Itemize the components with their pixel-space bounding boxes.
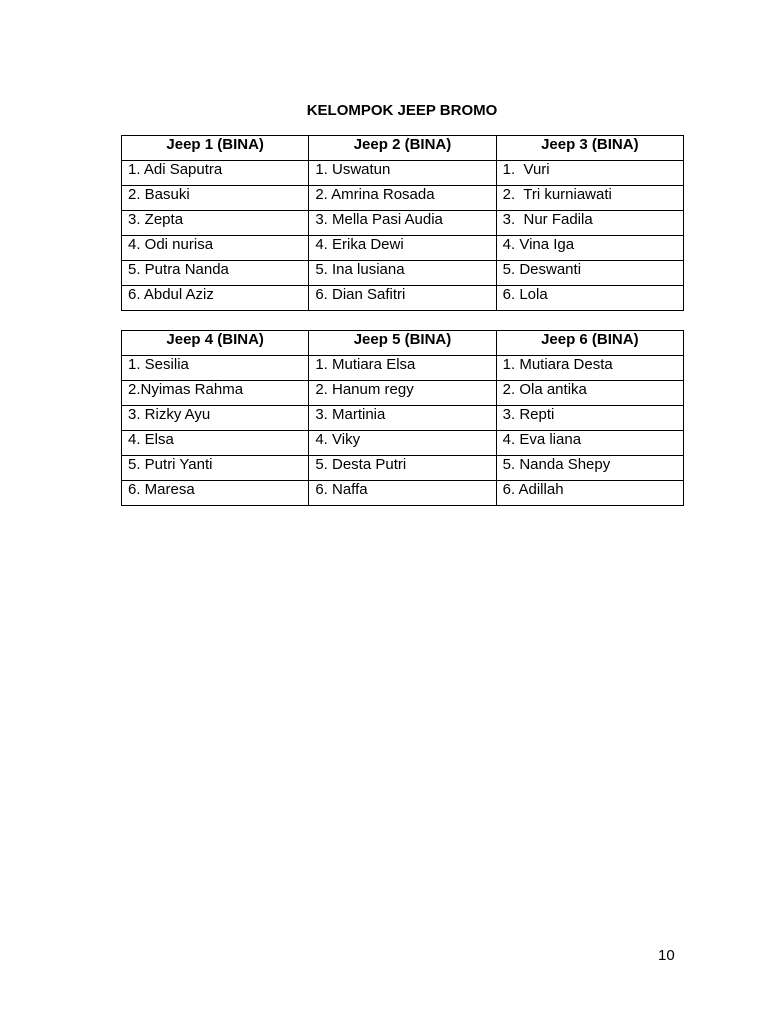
member-cell: 5. Nanda Shepy (496, 456, 683, 481)
member-cell: 5. Desta Putri (309, 456, 496, 481)
member-cell: 2. Amrina Rosada (309, 186, 496, 211)
column-header-jeep-2: Jeep 2 (BINA) (309, 136, 496, 161)
column-header-jeep-1: Jeep 1 (BINA) (122, 136, 309, 161)
table-row (122, 456, 684, 481)
member-cell: 6. Lola (496, 286, 683, 311)
table-row (122, 406, 684, 431)
member-cell: 1. Mutiara Elsa (309, 356, 496, 381)
member-cell: 1. Sesilia (122, 356, 309, 381)
member-cell: 4. Vina Iga (496, 236, 683, 261)
member-cell: 4. Viky (309, 431, 496, 456)
table-row (122, 186, 684, 211)
table-header-row (122, 136, 684, 161)
table-row (122, 431, 684, 456)
jeep-group-table-2 (121, 330, 684, 506)
member-cell: 6. Maresa (122, 481, 309, 506)
table-row (122, 356, 684, 381)
table-row (122, 286, 684, 311)
table-row (122, 236, 684, 261)
member-cell: 2. Basuki (122, 186, 309, 211)
member-cell: 4. Eva liana (496, 431, 683, 456)
member-cell: 4. Elsa (122, 431, 309, 456)
table-row (122, 381, 684, 406)
column-header-jeep-5: Jeep 5 (BINA) (309, 331, 496, 356)
table-row (122, 481, 684, 506)
member-cell: 6. Dian Safitri (309, 286, 496, 311)
member-cell: 3. Repti (496, 406, 683, 431)
table-row (122, 261, 684, 286)
page-number: 10 (658, 947, 675, 964)
member-cell: 3. Rizky Ayu (122, 406, 309, 431)
member-cell: 3. Nur Fadila (496, 211, 683, 236)
member-cell: 5. Putra Nanda (122, 261, 309, 286)
member-cell: 2. Tri kurniawati (496, 186, 683, 211)
member-cell: 1. Vuri (496, 161, 683, 186)
column-header-jeep-4: Jeep 4 (BINA) (122, 331, 309, 356)
member-cell: 6. Naffa (309, 481, 496, 506)
column-header-jeep-6: Jeep 6 (BINA) (496, 331, 683, 356)
member-cell: 3. Mella Pasi Audia (309, 211, 496, 236)
document-title: KELOMPOK JEEP BROMO (306, 102, 498, 119)
member-cell: 1. Adi Saputra (122, 161, 309, 186)
member-cell: 1. Mutiara Desta (496, 356, 683, 381)
member-cell: 2.Nyimas Rahma (122, 381, 309, 406)
jeep-group-table-1 (121, 135, 684, 311)
member-cell: 3. Zepta (122, 211, 309, 236)
member-cell: 2. Ola antika (496, 381, 683, 406)
member-cell: 5. Putri Yanti (122, 456, 309, 481)
member-cell: 4. Erika Dewi (309, 236, 496, 261)
member-cell: 6. Abdul Aziz (122, 286, 309, 311)
member-cell: 6. Adillah (496, 481, 683, 506)
table-row (122, 211, 684, 236)
member-cell: 1. Uswatun (309, 161, 496, 186)
member-cell: 3. Martinia (309, 406, 496, 431)
table-header-row (122, 331, 684, 356)
table-row (122, 161, 684, 186)
member-cell: 4. Odi nurisa (122, 236, 309, 261)
member-cell: 5. Deswanti (496, 261, 683, 286)
member-cell: 2. Hanum regy (309, 381, 496, 406)
column-header-jeep-3: Jeep 3 (BINA) (496, 136, 683, 161)
member-cell: 5. Ina lusiana (309, 261, 496, 286)
